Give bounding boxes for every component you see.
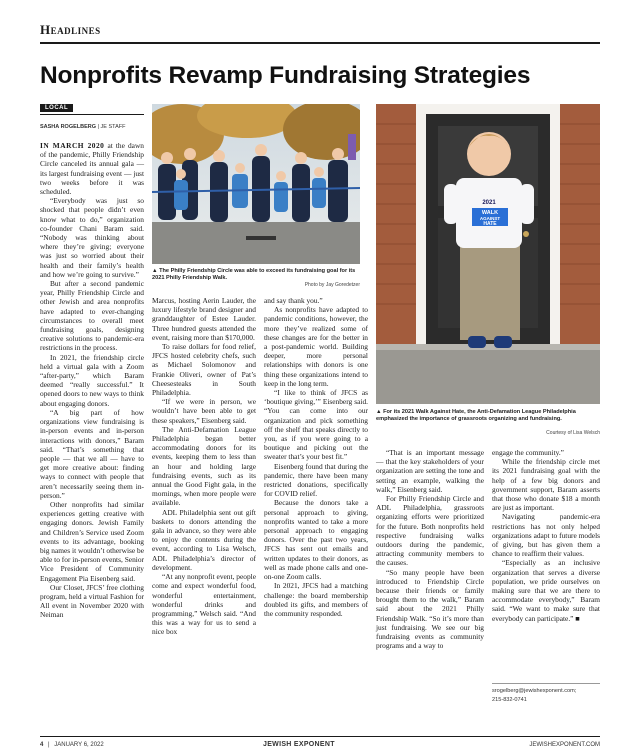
tag-rule [40,114,144,115]
article-paragraph: Because the donors take a personal approach to giving, nonprofits wanted to take a more personal approach to engaging donors. Over the past two years, JFCS has sent out emails and written updates to their donors, as well as made phone calls and one-on-one Zoom calls. [264,498,368,582]
lead-paragraph-text: at the dawn of the pandemic, Philly Friendship Circle canceled its annual gala — its largest fundraising event — just two weeks before it was scheduled. [40,141,144,197]
article-column-3 [264,296,368,618]
article-paragraph: Eisenberg found that during the pandemic, there have been many restricted donations, specifically for COVID relief. [264,461,368,499]
article-paragraph: “At any nonprofit event, people come and expect wonderful food, wonderful entertainment, wonderful drinks and programming,” Welsch said. “And this was a way for us to send a nice box [152,572,256,637]
article-paragraph: “A big part of how organizations view fundraising is in-person events and in-person interactions with donors,” Baram said. “That’s something that people — that we all — have to get more creative about: finding ways to connect with people that aren’t necessarily seeing them in-person.” [40,407,144,500]
footer-rule [40,736,600,737]
article-paragraph: Our Closet, JFCS’ free clothing program, held a virtual Fashion for All event in November 2020 with Neiman [40,582,144,620]
author-contact [492,683,600,704]
section-rule [40,42,600,44]
author-phone: 215-832-0741 [492,696,527,703]
article-column-2 [152,296,256,637]
section-head: Headlines [40,22,101,37]
article-paragraph: To raise dollars for food relief, JFCS hosted celebrity chefs, such as Michael Solomonov and Frankie Oliveri, owner of Pat’s Cheesesteaks in South Philadelphia. [152,342,256,398]
walk-crowd-photo [152,104,360,264]
article-paragraph: “Especially as an inclusive organization that serves a diverse population, we pride ourselves on making sure that we are there to accommodate everybody,” Baram said. “We want to make sure that everybody can participate.” ■ [492,558,600,623]
article-paragraph: Marcus, hosting Aerin Lauder, the luxury lifestyle brand designer and granddaughter of Estee Lauder. Three hundred guests attended the event, raising more than $170,000. [152,296,256,342]
article-paragraph: As nonprofits have adapted to pandemic conditions, however, the more they’ve realized some of these changes are for the better in a post-pandemic world. Building deeper, more personal relationships with donors is one thing these organizations intend to keep in the long term. [264,305,368,388]
child-photo-credit: Courtesy of Lisa Welsch [546,430,600,436]
issue-date: JANUARY 6, 2022 [54,742,104,748]
child-portrait-image [376,104,600,404]
article-paragraph: The Anti-Defamation League Philadelphia began better accommodating donors for its events, keeping them to less than an hour and holding large fundraising events, such as its annual the Good Fight gala, in the mornings, when more people were available. [152,424,256,508]
shirt-word-walk: WALK [481,210,499,216]
byline-separator: | [97,124,99,130]
author-email[interactable]: srogelberg@jewishexponent.com; [492,688,577,694]
walk-photo-caption: ▲ The Philly Friendship Circle was able to exceed its fundraising goal for its 2021 Philly Friendship Walk. [152,268,356,281]
child-portrait-photo [376,104,600,404]
article-paragraph [40,141,144,196]
article-paragraph: In 2021, JFCS had a matching challenge: the board membership doubled its gifts, and members of the community responded. [264,581,368,618]
article-paragraph: engage the community.” [492,448,564,457]
author-name: SASHA ROGELBERG [40,124,97,130]
article-paragraph: “If we were in person, we wouldn’t have been able to get these speakers,” Eisenberg said. [152,397,256,425]
article-paragraph: “So many people have been introduced to Friendship Circle because their friends or family brought them to the walk,” Baram said about the 2021 Philly Friendship Walk. “So it’s more than just fundraising. We see our big fundraising events as community programs and a way to [376,567,484,651]
page-number: 4 [40,742,44,748]
child-photo-caption: ▲ For its 2021 Walk Against Hate, the Anti-Defamation League Philadelphia emphasized the importance of grassroots organizing and fundraising. [376,409,576,422]
article-paragraph: For Philly Friendship Circle and ADL Philadelphia, grassroots organizing efforts were prioritized for the future. Both nonprofits held respective fundraising walks outdoors during the pandemic, attracting community members to the causes. [376,494,484,568]
article-paragraph: While the friendship circle met its 2021 fundraising goal with the help of a few big donors and government support, Baram asserts that those who donate $18 a month are just as important. [492,457,600,513]
article-paragraph: and say thank you.” [264,296,323,305]
footer-left [40,742,104,748]
article-column-1 [40,141,144,620]
article-paragraph: “That is an important message — that the key stakeholders of your organization are setting the tone and setting an example, walking the walk,” Eisenberg said. [376,448,484,494]
article-column-5 [492,448,600,623]
footer-separator: | [48,742,50,748]
article-paragraph: In 2021, the friendship circle held a virtual gala with a Zoom “after-party,” which Baram deemed “really successful.” It opened doors to new ways to think about engaging donors. [40,352,144,408]
article-paragraph: But after a second pandemic year, Philly Friendship Circle and other Jewish and area nonprofits have adapted to ever-changing circumstances to overall meet fundraising goals, designing creative solutions to pandemic-era restrictions in the process. [40,279,144,353]
article-paragraph: Other nonprofits had similar experiences getting creative with engaging donors. Jewish Family and Children’s Service used Zoom events to its advantage, booking big names it wouldn’t otherwise be able to for in-person events, Senior Vice President of Community Engagement Pia Eisenberg said. [40,499,144,583]
section-tag: LOCAL [40,104,73,112]
article-paragraph: ADL Philadelphia sent out gift baskets to donors attending the gala in advance, so they were able to enjoy the contents during the event, according to Lisa Welsch, ADL Philadelphia’s director of development. [152,507,256,572]
shirt-word-against: AGAINST [479,216,501,221]
article-column-4 [376,448,484,650]
website-url[interactable]: JEWISHEXPONENT.COM [529,742,600,748]
byline [40,124,126,130]
lead-in-text: IN MARCH 2020 [40,141,105,150]
walk-crowd-image [152,104,360,264]
walk-photo-credit: Photo by Jay Goredetzer [304,282,360,288]
article-paragraph: “I like to think of JFCS as ‘boutique giving,’” Eisenberg said. “You can come into our organization and pick something off the shelf that speaks directly to you, as if you were going to a boutique and picking out the sweater that’s your best fit.” [264,388,368,462]
article-paragraph: Navigating pandemic-era restrictions has not only helped organizations adapt to future models of giving, but has given them a chance to reaffirm their values. [492,512,600,559]
article-paragraph: “Everybody was just so shocked that people didn’t even know what to do,” organization co-founder Chani Baram said. “Nobody was thinking about where they’re giving; everyone was just so worried about their health and their family’s health and how we’re going to survive.” [40,196,144,279]
shirt-year: 2021 [482,200,496,206]
shirt-word-hate: HATE [483,221,497,227]
publication-name: JEWISH EXPONENT [263,741,335,748]
page-title: Nonprofits Revamp Fundraising Strategies [40,62,531,89]
author-role: JE STAFF [100,124,126,130]
